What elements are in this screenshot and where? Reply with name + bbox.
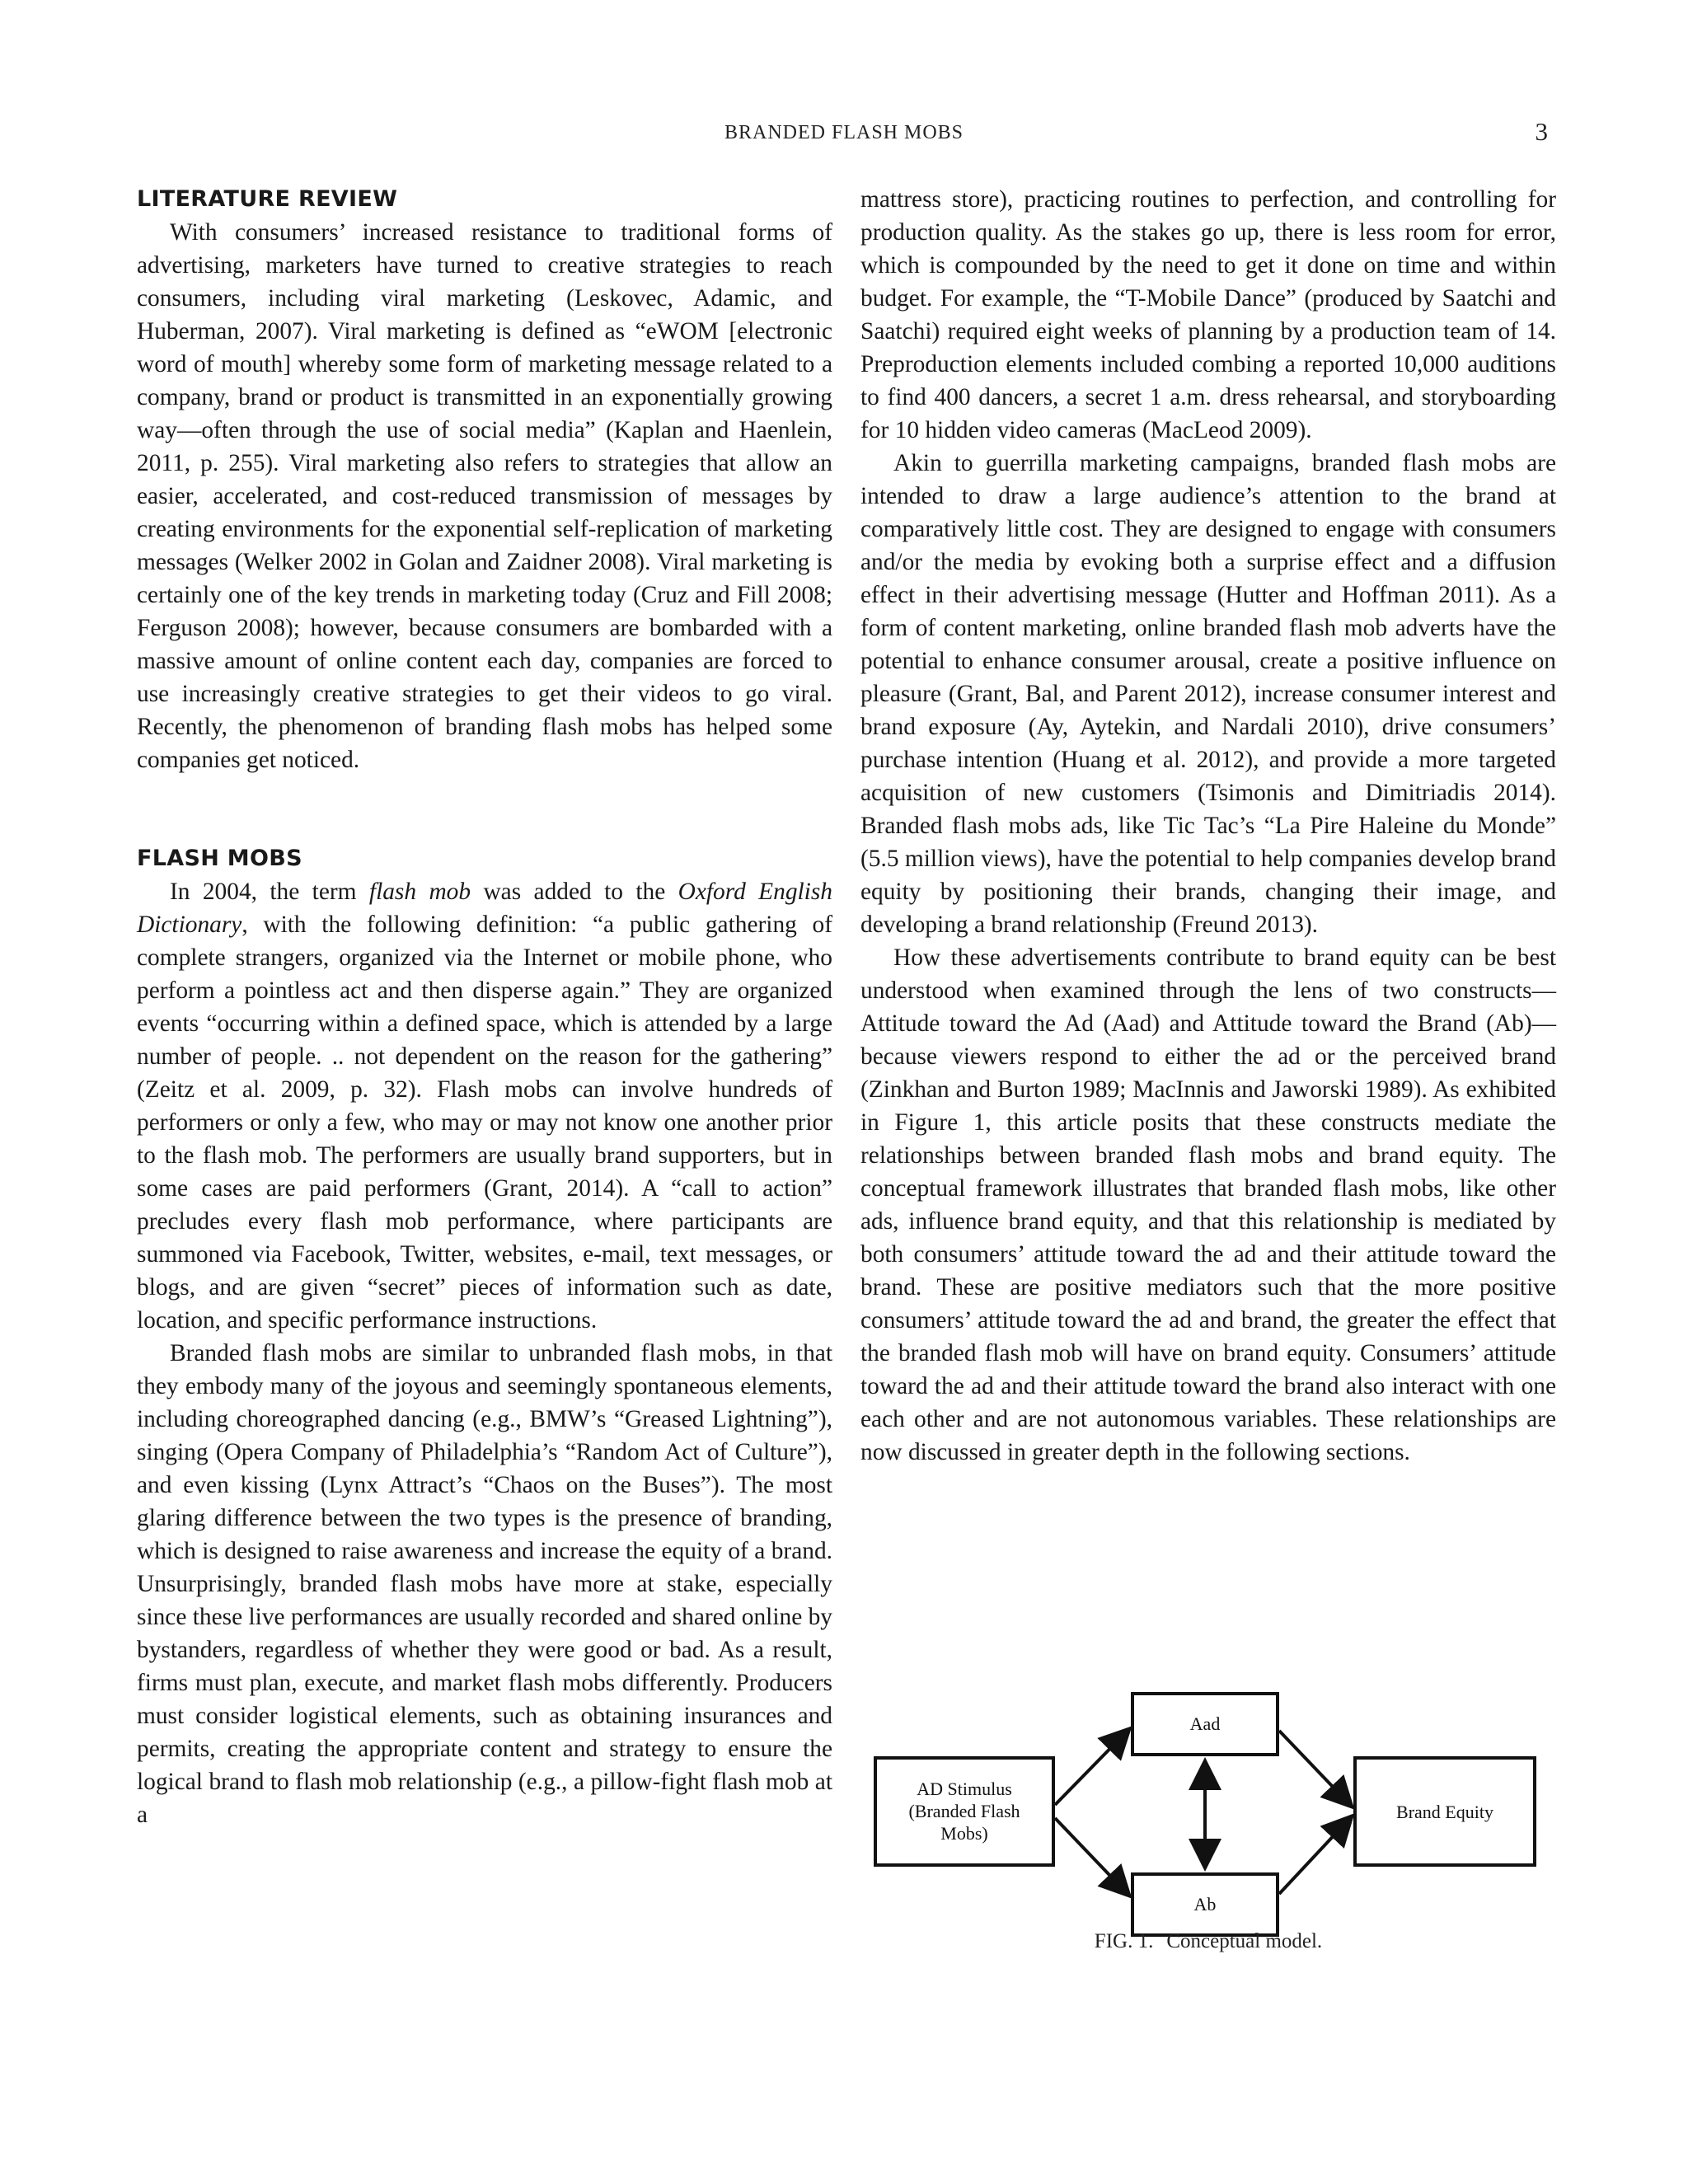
section-heading-literature-review: LITERATURE REVIEW	[137, 186, 398, 212]
p1-text-a: In 2004, the term	[170, 879, 369, 905]
right-column	[860, 183, 1556, 1469]
p1-text-b: was added to the	[471, 879, 678, 905]
left-column	[137, 183, 832, 1831]
flash-mobs-paragraph-1	[137, 875, 832, 1337]
arrow-stimulus-to-aad	[1055, 1731, 1128, 1805]
page-number: 3	[1535, 117, 1548, 146]
figure-caption-number: FIG. 1.	[1094, 1930, 1154, 1952]
section-heading-flash-mobs: FLASH MOBS	[137, 846, 302, 871]
flash-mobs-paragraph-4: How these advertisements contribute to brand equity can be best understood when examined through the lens of two constructs—Attitude toward the Ad (Aad) and Attitude toward the Brand (Ab)—because viewers respond to either the ad or the perceived brand (Zinkhan and Burton 1989; MacInnis and Jaworski 1989). As exhibited in Figure 1, this article posits that these constructs mediate the relationships between branded flash mobs and brand equity. The conceptual framework illustrates that branded flash mobs, like other ads, influence brand equity, and that this relationship is mediated by both consumers’ attitude toward the ad and their attitude toward the brand. These are positive mediators such that the more positive consumers’ attitude toward the ad and brand, the greater the effect that the branded flash mob will have on brand equity. Consumers’ attitude toward the ad and their attitude toward the brand also interact with one each other and are not autonomous variables. These relationships are now discussed in greater depth in the following sections.	[860, 944, 1556, 1465]
flash-mobs-paragraph-3: Akin to guerrilla marketing campaigns, branded flash mobs are intended to draw a large audience’s attention to the brand at comparatively little cost. They are designed to engage with consumers and/or the media by evoking both a surprise effect and a diffusion effect in their advertising message (Hutter and Hoffman 2011). As a form of content marketing, online branded flash mob adverts have the potential to enhance consumer arousal, create a positive influence on pleasure (Grant, Bal, and Parent 2012), increase consumer interest and brand exposure (Ay, Aytekin, and Nardali 2010), drive consumers’ purchase intention (Huang et al. 2012), and provide a more targeted acquisition of new customers (Tsimonis and Dimitriadis 2014). Branded flash mobs ads, like Tic Tac’s “La Pire Haleine du Monde” (5.5 million views), have the potential to help companies develop brand equity by positioning their brands, changing their image, and developing a brand relationship (Freund 2013).	[860, 450, 1556, 938]
conceptual-model-diagram	[860, 1690, 1556, 1937]
node-ad-stimulus-label-1: AD Stimulus	[917, 1779, 1012, 1799]
p1-text-c: , with the following definition: “a public gathering of complete strangers, organized via the Internet or mobile phone, who perform a pointless act and then disperse again.” They are organized events “occurring within a defined space, which is attended by a large number of people. .. not dependent on the reason for the gathering” (Zeitz et al. 2009, p. 32). Flash mobs can involve hundreds of performers or only a few, who may or may not know one another prior to the flash mob. The performers are usually brand supporters, but in some cases are paid performers (Grant, 2014). A “call to action” precludes every flash mob performance, where participants are summoned via Facebook, Twitter, websites, e-mail, text messages, or blogs, and are given “secret” pieces of information such as date, location, and specific performance instructions.	[137, 912, 832, 1333]
figure-caption	[860, 1930, 1556, 1953]
figure-caption-text: Conceptual model.	[1166, 1930, 1323, 1952]
literature-review-paragraph-1: With consumers’ increased resistance to traditional forms of advertising, marketers have turned to creative strategies to reach consumers, including viral marketing (Leskovec, Adamic, and Huberman, 2007). Viral marketing is defined as “eWOM [electronic word of mouth] whereby some form of marketing message related to a company, brand or product is transmitted in an exponentially growing way—often through the use of social media” (Kaplan and Haenlein, 2011, p. 255). Viral marketing also refers to strategies that allow an easier, accelerated, and cost-reduced transmission of messages by creating environments for the exponential self-replication of marketing messages (Welker 2002 in Golan and Zaidner 2008). Viral marketing is certainly one of the key trends in marketing today (Cruz and Fill 2008; Ferguson 2008); however, because consumers are bombarded with a massive amount of online content each day, companies are forced to use increasingly creative strategies to get their videos to go viral. Recently, the phenomenon of branding flash mobs has helped some companies get noticed.	[137, 219, 832, 773]
arrow-aad-to-brand-equity	[1279, 1731, 1350, 1805]
node-ab-label: Ab	[1193, 1894, 1217, 1915]
arrow-ab-to-brand-equity	[1279, 1818, 1350, 1894]
node-ad-stimulus-label-2: (Branded Flash	[908, 1801, 1020, 1821]
arrow-stimulus-to-ab	[1055, 1818, 1128, 1894]
section-gap	[137, 776, 832, 842]
node-ad-stimulus-label-3: Mobs)	[940, 1823, 988, 1844]
flash-mobs-paragraph-2: Branded flash mobs are similar to unbranded flash mobs, in that they embody many of the joyous and seemingly spontaneous elements, including choreographed dancing (e.g., BMW’s “Greased Lightning”), singing (Opera Company of Philadelphia’s “Random Act of Culture”), and even kissing (Lynx Attract’s “Chaos on the Buses”). The most glaring difference between the two types is the presence of branding, which is designed to raise awareness and increase the equity of a brand. Unsurprisingly, branded flash mobs have more at stake, especially since these live performances are usually recorded and shared online by bystanders, regardless of whether they were good or bad. As a result, firms must plan, execute, and market flash mobs differently. Producers must consider logistical elements, such as obtaining insurances and permits, creating the appropriate content and strategy to ensure the logical brand to flash mob relationship (e.g., a pillow-fight flash mob at a	[137, 1340, 832, 1828]
term-flash-mob: flash mob	[368, 879, 471, 905]
node-brand-equity-label: Brand Equity	[1396, 1802, 1493, 1822]
node-aad-label: Aad	[1189, 1713, 1221, 1734]
term-oxford-dictionary: Oxford English Dictionary	[137, 879, 832, 938]
flash-mobs-paragraph-2-continued: mattress store), practicing routines to perfection, and controlling for production quality. As the stakes go up, there is less room for error, which is compounded by the need to get it done on time and within budget. For example, the “T-Mobile Dance” (produced by Saatchi and Saatchi) required eight weeks of planning by a production team of 14. Preproduction elements included combing a reported 10,000 auditions to find 400 dancers, a secret 1 a.m. dress rehearsal, and storyboarding for 10 hidden video cameras (MacLeod 2009).	[860, 186, 1556, 443]
running-head: BRANDED FLASH MOBS	[724, 122, 964, 143]
